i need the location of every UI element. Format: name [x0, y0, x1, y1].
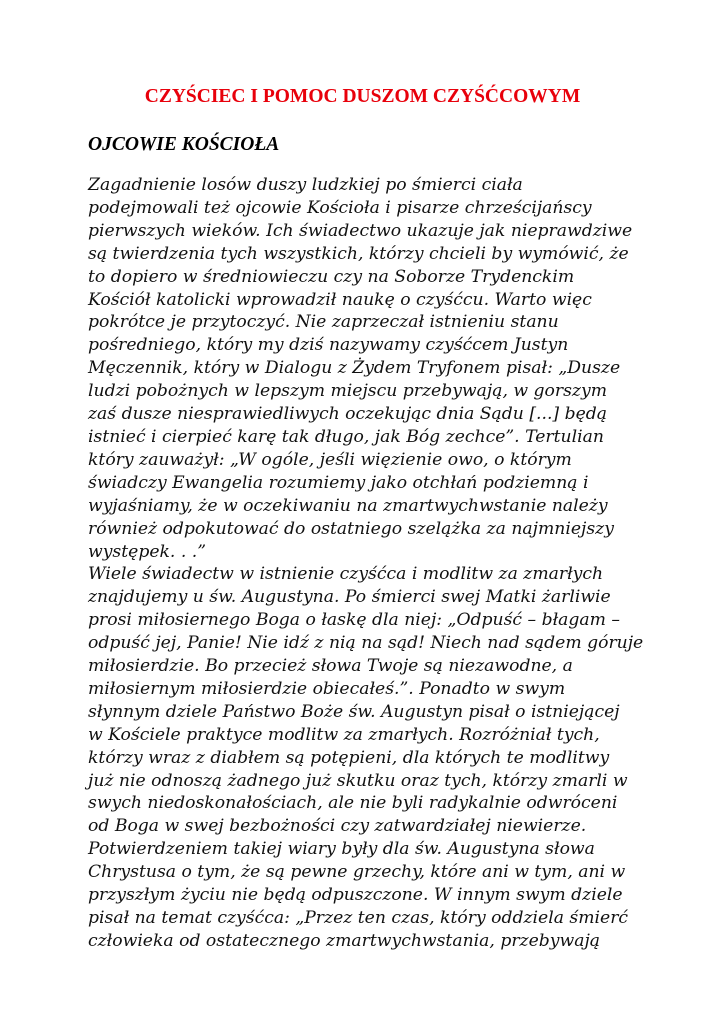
text-line: w Kościele praktyce modlitw za zmarłych. Rozróżniał tych,	[88, 724, 600, 745]
text-line: Męczennik, który w Dialogu z Żydem Tryfonem pisał: „Dusze	[88, 358, 621, 379]
text-line: występek. . .”	[88, 541, 207, 562]
text-line: swych niedoskonałościach, ale nie byli radykalnie odwróceni	[88, 793, 618, 814]
text-line: Wiele świadectw w istnienie czyśćca i modlitw za zmarłych	[88, 564, 604, 585]
text-line: również odpokutować do ostatniego szelążka za najmniejszy	[88, 518, 614, 539]
text-line: przyszłym życiu nie będą odpuszczone. W innym swym dziele	[88, 885, 623, 906]
text-line: ludzi pobożnych w lepszym miejscu przebywają, w gorszym	[88, 381, 607, 402]
text-line: świadczy Ewangelia rozumiemy jako otchłań podziemną i	[88, 472, 589, 493]
body-paragraph	[88, 174, 648, 953]
text-line: istnieć i cierpieć karę tak długo, jak Bóg zechce”. Tertulian	[88, 426, 604, 447]
text-line: to dopiero w średniowieczu czy na Soborze Trydenckim	[88, 266, 575, 287]
text-line: pierwszych wieków. Ich świadectwo ukazuje jak nieprawdziwe	[88, 220, 633, 241]
text-line: odpuść jej, Panie! Nie idź z nią na sąd! Niech nad sądem góruje	[88, 633, 644, 654]
text-line: pośredniego, który my dziś nazywamy czyśćcem Justyn	[88, 335, 569, 356]
text-line: od Boga w swej bezbożności czy zatwardziałej niewierze.	[88, 816, 587, 837]
section-heading: OJCOWIE KOŚCIOŁA	[88, 134, 280, 155]
text-line: Kościół katolicki wprowadził naukę o czyśćcu. Warto więc	[88, 289, 592, 310]
text-line: Potwierdzeniem takiej wiary były dla św. Augustyna słowa	[88, 839, 595, 860]
document-title: CZYŚCIEC I POMOC DUSZOM CZYŚĆCOWYM	[144, 86, 581, 107]
text-line: podejmowali też ojcowie Kościoła i pisarze chrześcijańscy	[88, 197, 592, 218]
text-line: pokrótce je przytoczyć. Nie zaprzeczał istnieniu stanu	[88, 312, 559, 333]
text-line: Zagadnienie losów duszy ludzkiej po śmierci ciała	[88, 175, 523, 195]
text-line: człowieka od ostatecznego zmartwychwstania, przebywają	[88, 930, 601, 951]
text-line: znajdujemy u św. Augustyna. Po śmierci swej Matki żarliwie	[88, 587, 611, 608]
text-line: pisał na temat czyśćca: „Przez ten czas, który oddziela śmierć	[88, 908, 629, 928]
text-line: którzy wraz z diabłem są potępieni, dla których te modlitwy	[88, 747, 610, 768]
text-line: prosi miłosiernego Boga o łaskę dla niej: „Odpuść – błagam –	[88, 610, 621, 631]
text-line: miłosierdzie. Bo przecież słowa Twoje są niezawodne, a	[88, 656, 573, 677]
text-line: wyjaśniamy, że w oczekiwaniu na zmartwychwstanie należy	[88, 495, 608, 516]
text-line: są twierdzenia tych wszystkich, którzy chcieli by wymówić, że	[88, 243, 629, 264]
text-line: Chrystusa o tym, że są pewne grzechy, które ani w tym, ani w	[88, 862, 626, 883]
text-line: który zauważył: „W ogóle, jeśli więzienie owo, o którym	[88, 449, 572, 470]
text-line: miłosiernym miłosierdzie obiecałeś.”. Ponadto w swym	[88, 678, 566, 699]
text-line: już nie odnoszą żadnego już skutku oraz tych, którzy zmarli w	[88, 770, 628, 791]
text-line: zaś dusze niesprawiedliwych oczekując dnia Sądu [...] będą	[88, 404, 608, 425]
text-line: słynnym dziele Państwo Boże św. Augustyn pisał o istniejącej	[88, 701, 620, 722]
